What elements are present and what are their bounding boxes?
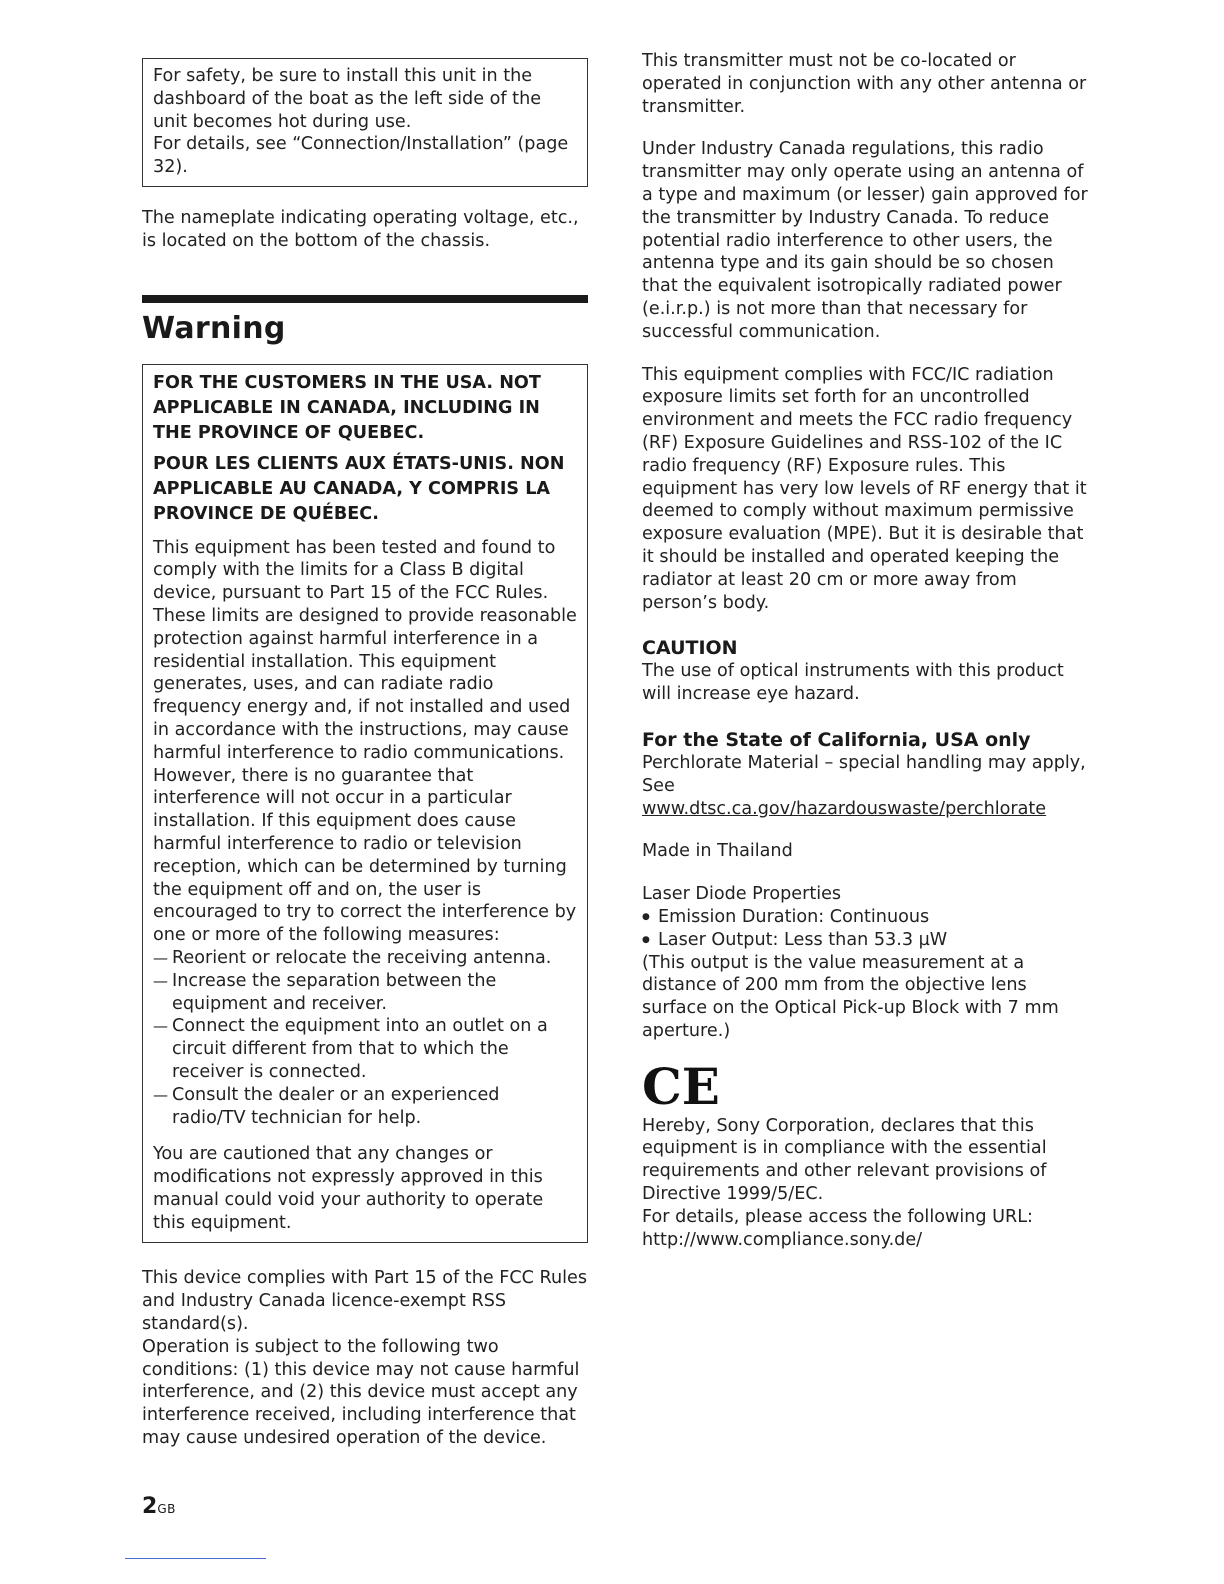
fcc-body — [153, 537, 577, 1235]
right-column — [642, 50, 1092, 1251]
safety-notice-details: For details, see “Connection/Installation” (page 32). — [153, 134, 569, 178]
fcc-class-b-paragraph: This equipment has been tested and found to comply with the limits for a Class B digital device, pursuant to Part 15 of the FCC Rules. — [153, 537, 556, 604]
details-text: For details, please access the following URL: — [642, 1206, 1033, 1227]
list-item: — Reorient or relocate the receiving antenna. — [153, 947, 577, 970]
list-item: — Consult the dealer or an experienced radio/TV technician for help. — [153, 1084, 577, 1130]
scan-edge-line — [125, 1558, 266, 1559]
device-compliance-note — [142, 1267, 588, 1449]
caution-text: The use of optical instruments with this product will increase eye hazard. — [642, 661, 1064, 705]
safety-notice-text: For safety, be sure to install this unit in the dashboard of the boat as the left side of the unit becomes hot during use. — [153, 66, 542, 132]
california-text: Perchlorate Material – special handling may apply, See — [642, 752, 1086, 796]
page-number-value: 2 — [142, 1494, 158, 1519]
page-number — [142, 1494, 176, 1519]
modification-caution: You are cautioned that any changes or modifications not expressly approved in this manual could void your authority to operate this equipment. — [153, 1144, 544, 1233]
declaration-text: Hereby, Sony Corporation, declares that this equipment is in compliance with the essential requirements and other relevant provisions of Directive 1999/5/EC. — [642, 1115, 1047, 1205]
colocation-notice: This transmitter must not be co-located or operated in conjunction with any other antenna or transmitter. — [642, 51, 1087, 117]
list-item: — Connect the equipment into an outlet on a circuit different from that to which the receiver is connected. — [153, 1015, 577, 1083]
usa-customers-notice: FOR THE CUSTOMERS IN THE USA. NOT APPLICABLE IN CANADA, INCLUDING IN THE PROVINCE OF QUEBEC. — [153, 372, 541, 443]
list-item: — Increase the separation between the equipment and receiver. — [153, 970, 577, 1016]
ce-mark-logo: CE — [642, 1056, 720, 1116]
laser-properties-list — [642, 906, 1092, 952]
warning-heading: Warning — [142, 310, 286, 346]
usa-customers-notice-fr: POUR LES CLIENTS AUX ÉTATS-UNIS. NON APPLICABLE AU CANADA, Y COMPRIS LA PROVINCE DE QUÉBEC. — [153, 453, 565, 524]
operation-conditions-text: Operation is subject to the following two conditions: (1) this device may not cause harmful interference, and (2) this device must accept any interference received, including interference that may cause undesired operation of the device. — [142, 1336, 580, 1449]
left-column — [142, 58, 588, 1450]
safety-notice-box — [142, 58, 588, 187]
industry-canada-notice: Under Industry Canada regulations, this radio transmitter may only operate using an antenna of a type and maximum (or lesser) gain approved for the transmitter by Industry Canada. To reduce potential radio interference to other users, the antenna type and its gain should be so chosen that the equivalent isotropically radiated power (e.i.r.p.) is not more than that necessary for successful communication. — [642, 139, 1088, 342]
section-divider — [142, 295, 588, 303]
device-compliance-text: This device complies with Part 15 of the FCC Rules and Industry Canada licence-exempt RSS standard(s). — [142, 1268, 588, 1335]
list-item: ● Laser Output: Less than 53.3 µW — [642, 929, 1092, 952]
fcc-warning-box — [142, 364, 588, 1244]
fcc-limits-paragraph: These limits are designed to provide reasonable protection against harmful interference in a residential installation. This equipment generates, uses, and can radiate radio frequency energy and, if not installed and used in accordance with the instructions, may cause harmful interference to radio communications. However, there is no guarantee that interference will not occur in a particular installation. If this equipment does cause harmful interference to radio or television reception, which can be determined by turning the equipment off and on, the user is encouraged to try to correct the interference by one or more of the following measures: — [153, 605, 577, 946]
list-item: ● Emission Duration: Continuous — [642, 906, 1092, 929]
made-in-label: Made in Thailand — [642, 841, 793, 862]
california-heading: For the State of California, USA only — [642, 728, 1031, 751]
interference-measures-list — [153, 947, 577, 1129]
compliance-url[interactable]: http://www.compliance.sony.de/ — [642, 1229, 923, 1250]
perchlorate-link[interactable]: www.dtsc.ca.gov/hazardouswaste/perchlorate — [642, 798, 1047, 819]
laser-diode-heading: Laser Diode Properties — [642, 884, 842, 905]
page-number-suffix: GB — [157, 1502, 176, 1516]
laser-output-note: (This output is the value measurement at a distance of 200 mm from the objective lens surface on the Optical Pick-up Block with 7 mm aperture.) — [642, 952, 1059, 1041]
nameplate-note: The nameplate indicating operating voltage, etc., is located on the bottom of the chassis. — [142, 207, 579, 251]
radiation-exposure-notice: This equipment complies with FCC/IC radiation exposure limits set forth for an uncontrolled environment and meets the FCC radio frequency (RF) Exposure Guidelines and RSS-102 of the IC radio frequency (RF) Exposure rules. This equipment has very low levels of RF energy that it deemed to comply without maximum permissive exposure evaluation (MPE). But it is desirable that it should be installed and operated keeping the radiator at least 20 cm or more away from person’s body. — [642, 364, 1087, 613]
caution-heading: CAUTION — [642, 637, 738, 660]
